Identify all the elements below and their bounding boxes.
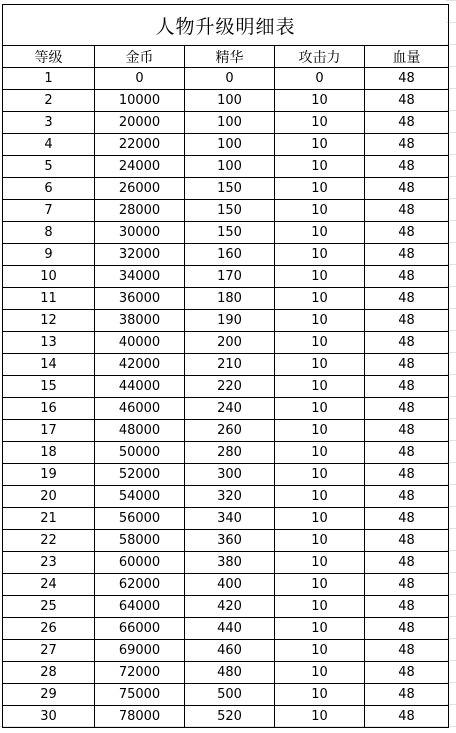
cell-level[interactable]: 1 xyxy=(3,68,95,90)
cell-essence[interactable]: 200 xyxy=(185,332,275,354)
cell-attack[interactable]: 10 xyxy=(275,288,365,310)
cell-gold[interactable]: 50000 xyxy=(95,442,185,464)
cell-hp[interactable]: 48 xyxy=(365,464,449,486)
table-row xyxy=(3,200,449,222)
cell-attack[interactable]: 10 xyxy=(275,530,365,552)
cell-hp[interactable]: 48 xyxy=(365,530,449,552)
cell-attack[interactable]: 10 xyxy=(275,684,365,706)
cell-essence[interactable]: 240 xyxy=(185,398,275,420)
cell-level[interactable]: 11 xyxy=(3,288,95,310)
cell-hp[interactable]: 48 xyxy=(365,310,449,332)
table-row xyxy=(3,530,449,552)
cell-essence[interactable]: 500 xyxy=(185,684,275,706)
cell-hp[interactable]: 48 xyxy=(365,618,449,640)
cell-hp[interactable]: 48 xyxy=(365,596,449,618)
cell-essence[interactable]: 0 xyxy=(185,68,275,90)
cell-level[interactable]: 8 xyxy=(3,222,95,244)
cell-attack[interactable]: 10 xyxy=(275,332,365,354)
cell-level[interactable]: 29 xyxy=(3,684,95,706)
cell-level[interactable]: 19 xyxy=(3,464,95,486)
header-cell-essence[interactable]: 精华 xyxy=(185,46,275,68)
cell-essence[interactable]: 400 xyxy=(185,574,275,596)
cell-level[interactable]: 14 xyxy=(3,354,95,376)
cell-essence[interactable]: 440 xyxy=(185,618,275,640)
cell-attack[interactable]: 10 xyxy=(275,508,365,530)
table-row xyxy=(3,178,449,200)
cell-level[interactable]: 10 xyxy=(3,266,95,288)
cell-gold[interactable]: 42000 xyxy=(95,354,185,376)
cell-hp[interactable]: 48 xyxy=(365,112,449,134)
cell-gold[interactable]: 24000 xyxy=(95,156,185,178)
cell-essence[interactable]: 100 xyxy=(185,90,275,112)
table-row xyxy=(3,464,449,486)
table-body xyxy=(3,68,449,728)
table-row xyxy=(3,574,449,596)
cell-hp[interactable]: 48 xyxy=(365,376,449,398)
cell-essence[interactable]: 380 xyxy=(185,552,275,574)
cell-level[interactable]: 21 xyxy=(3,508,95,530)
cell-level[interactable]: 17 xyxy=(3,420,95,442)
cell-level[interactable]: 13 xyxy=(3,332,95,354)
cell-gold[interactable]: 72000 xyxy=(95,662,185,684)
table-row xyxy=(3,266,449,288)
cell-attack[interactable]: 10 xyxy=(275,310,365,332)
cell-attack[interactable]: 10 xyxy=(275,640,365,662)
cell-hp[interactable]: 48 xyxy=(365,200,449,222)
table-row xyxy=(3,90,449,112)
table-row xyxy=(3,508,449,530)
cell-hp[interactable]: 48 xyxy=(365,68,449,90)
cell-level[interactable]: 23 xyxy=(3,552,95,574)
cell-hp[interactable]: 48 xyxy=(365,574,449,596)
cell-hp[interactable]: 48 xyxy=(365,178,449,200)
cell-level[interactable]: 6 xyxy=(3,178,95,200)
cell-level[interactable]: 27 xyxy=(3,640,95,662)
cell-essence[interactable]: 190 xyxy=(185,310,275,332)
cell-gold[interactable]: 69000 xyxy=(95,640,185,662)
cell-gold[interactable]: 44000 xyxy=(95,376,185,398)
table-row xyxy=(3,706,449,728)
cell-attack[interactable]: 10 xyxy=(275,486,365,508)
cell-essence[interactable]: 360 xyxy=(185,530,275,552)
cell-essence[interactable]: 210 xyxy=(185,354,275,376)
cell-attack[interactable]: 10 xyxy=(275,574,365,596)
cell-attack[interactable]: 10 xyxy=(275,464,365,486)
cell-hp[interactable]: 48 xyxy=(365,442,449,464)
cell-hp[interactable]: 48 xyxy=(365,156,449,178)
cell-level[interactable]: 2 xyxy=(3,90,95,112)
cell-attack[interactable]: 0 xyxy=(275,68,365,90)
cell-gold[interactable]: 46000 xyxy=(95,398,185,420)
cell-attack[interactable]: 10 xyxy=(275,134,365,156)
table-row xyxy=(3,618,449,640)
cell-level[interactable]: 5 xyxy=(3,156,95,178)
cell-essence[interactable]: 260 xyxy=(185,420,275,442)
cell-hp[interactable]: 48 xyxy=(365,706,449,728)
table-row xyxy=(3,684,449,706)
header-cell-gold[interactable]: 金币 xyxy=(95,46,185,68)
cell-hp[interactable]: 48 xyxy=(365,486,449,508)
cell-hp[interactable]: 48 xyxy=(365,640,449,662)
cell-gold[interactable]: 28000 xyxy=(95,200,185,222)
table-row xyxy=(3,244,449,266)
cell-level[interactable]: 18 xyxy=(3,442,95,464)
table-title[interactable]: 人物升级明细表 xyxy=(3,5,449,46)
cell-gold[interactable]: 78000 xyxy=(95,706,185,728)
cell-attack[interactable]: 10 xyxy=(275,222,365,244)
cell-essence[interactable]: 170 xyxy=(185,266,275,288)
table-row xyxy=(3,156,449,178)
cell-essence[interactable]: 150 xyxy=(185,222,275,244)
table-row xyxy=(3,354,449,376)
cell-essence[interactable]: 520 xyxy=(185,706,275,728)
cell-hp[interactable]: 48 xyxy=(365,222,449,244)
level-upgrade-table xyxy=(2,4,449,728)
cell-attack[interactable]: 10 xyxy=(275,706,365,728)
cell-hp[interactable]: 48 xyxy=(365,684,449,706)
cell-level[interactable]: 16 xyxy=(3,398,95,420)
cell-level[interactable]: 3 xyxy=(3,112,95,134)
cell-attack[interactable]: 10 xyxy=(275,354,365,376)
cell-level[interactable]: 24 xyxy=(3,574,95,596)
cell-essence[interactable]: 150 xyxy=(185,200,275,222)
table-row xyxy=(3,332,449,354)
cell-hp[interactable]: 48 xyxy=(365,244,449,266)
cell-level[interactable]: 7 xyxy=(3,200,95,222)
cell-essence[interactable]: 280 xyxy=(185,442,275,464)
cell-attack[interactable]: 10 xyxy=(275,398,365,420)
cell-essence[interactable]: 160 xyxy=(185,244,275,266)
cell-gold[interactable]: 52000 xyxy=(95,464,185,486)
cell-hp[interactable]: 48 xyxy=(365,662,449,684)
cell-gold[interactable]: 64000 xyxy=(95,596,185,618)
cell-essence[interactable]: 300 xyxy=(185,464,275,486)
cell-hp[interactable]: 48 xyxy=(365,508,449,530)
table-row xyxy=(3,398,449,420)
cell-gold[interactable]: 10000 xyxy=(95,90,185,112)
cell-level[interactable]: 4 xyxy=(3,134,95,156)
cell-attack[interactable]: 10 xyxy=(275,112,365,134)
table-row xyxy=(3,640,449,662)
cell-gold[interactable]: 38000 xyxy=(95,310,185,332)
cell-gold[interactable]: 54000 xyxy=(95,486,185,508)
cell-level[interactable]: 26 xyxy=(3,618,95,640)
cell-attack[interactable]: 10 xyxy=(275,266,365,288)
cell-level[interactable]: 12 xyxy=(3,310,95,332)
cell-hp[interactable]: 48 xyxy=(365,90,449,112)
cell-gold[interactable]: 20000 xyxy=(95,112,185,134)
cell-attack[interactable]: 10 xyxy=(275,244,365,266)
cell-essence[interactable]: 100 xyxy=(185,112,275,134)
table-row xyxy=(3,376,449,398)
cell-level[interactable]: 20 xyxy=(3,486,95,508)
cell-attack[interactable]: 10 xyxy=(275,662,365,684)
cell-level[interactable]: 28 xyxy=(3,662,95,684)
table-row xyxy=(3,420,449,442)
cell-gold[interactable]: 36000 xyxy=(95,288,185,310)
table-row xyxy=(3,662,449,684)
cell-essence[interactable]: 320 xyxy=(185,486,275,508)
cell-level[interactable]: 30 xyxy=(3,706,95,728)
cell-essence[interactable]: 420 xyxy=(185,596,275,618)
cell-hp[interactable]: 48 xyxy=(365,134,449,156)
cell-hp[interactable]: 48 xyxy=(365,354,449,376)
cell-attack[interactable]: 10 xyxy=(275,376,365,398)
cell-gold[interactable]: 0 xyxy=(95,68,185,90)
cell-hp[interactable]: 48 xyxy=(365,398,449,420)
header-cell-hp[interactable]: 血量 xyxy=(365,46,449,68)
cell-hp[interactable]: 48 xyxy=(365,552,449,574)
cell-gold[interactable]: 48000 xyxy=(95,420,185,442)
cell-essence[interactable]: 340 xyxy=(185,508,275,530)
cell-attack[interactable]: 10 xyxy=(275,156,365,178)
table-row xyxy=(3,486,449,508)
cell-gold[interactable]: 30000 xyxy=(95,222,185,244)
header-cell-level[interactable]: 等级 xyxy=(3,46,95,68)
cell-gold[interactable]: 22000 xyxy=(95,134,185,156)
cell-essence[interactable]: 220 xyxy=(185,376,275,398)
cell-essence[interactable]: 150 xyxy=(185,178,275,200)
cell-attack[interactable]: 10 xyxy=(275,442,365,464)
cell-attack[interactable]: 10 xyxy=(275,420,365,442)
cell-hp[interactable]: 48 xyxy=(365,420,449,442)
cell-essence[interactable]: 100 xyxy=(185,156,275,178)
table-row xyxy=(3,552,449,574)
cell-attack[interactable]: 10 xyxy=(275,90,365,112)
table-row xyxy=(3,134,449,156)
table-row xyxy=(3,310,449,332)
table-row xyxy=(3,222,449,244)
cell-hp[interactable]: 48 xyxy=(365,266,449,288)
cell-level[interactable]: 9 xyxy=(3,244,95,266)
cell-gold[interactable]: 75000 xyxy=(95,684,185,706)
cell-attack[interactable]: 10 xyxy=(275,596,365,618)
table-row xyxy=(3,596,449,618)
table-row xyxy=(3,112,449,134)
table-row xyxy=(3,288,449,310)
cell-attack[interactable]: 10 xyxy=(275,618,365,640)
cell-level[interactable]: 25 xyxy=(3,596,95,618)
cell-gold[interactable]: 58000 xyxy=(95,530,185,552)
cell-gold[interactable]: 60000 xyxy=(95,552,185,574)
cell-essence[interactable]: 480 xyxy=(185,662,275,684)
cell-gold[interactable]: 62000 xyxy=(95,574,185,596)
cell-gold[interactable]: 34000 xyxy=(95,266,185,288)
cell-attack[interactable]: 10 xyxy=(275,200,365,222)
cell-gold[interactable]: 26000 xyxy=(95,178,185,200)
cell-attack[interactable]: 10 xyxy=(275,178,365,200)
cell-level[interactable]: 22 xyxy=(3,530,95,552)
cell-hp[interactable]: 48 xyxy=(365,332,449,354)
cell-gold[interactable]: 40000 xyxy=(95,332,185,354)
cell-essence[interactable]: 460 xyxy=(185,640,275,662)
cell-level[interactable]: 15 xyxy=(3,376,95,398)
table-row xyxy=(3,68,449,90)
cell-gold[interactable]: 66000 xyxy=(95,618,185,640)
header-row xyxy=(3,46,449,68)
cell-gold[interactable]: 32000 xyxy=(95,244,185,266)
cell-essence[interactable]: 100 xyxy=(185,134,275,156)
cell-gold[interactable]: 56000 xyxy=(95,508,185,530)
cell-attack[interactable]: 10 xyxy=(275,552,365,574)
table-row xyxy=(3,442,449,464)
cell-hp[interactable]: 48 xyxy=(365,288,449,310)
header-cell-attack[interactable]: 攻击力 xyxy=(275,46,365,68)
cell-essence[interactable]: 180 xyxy=(185,288,275,310)
